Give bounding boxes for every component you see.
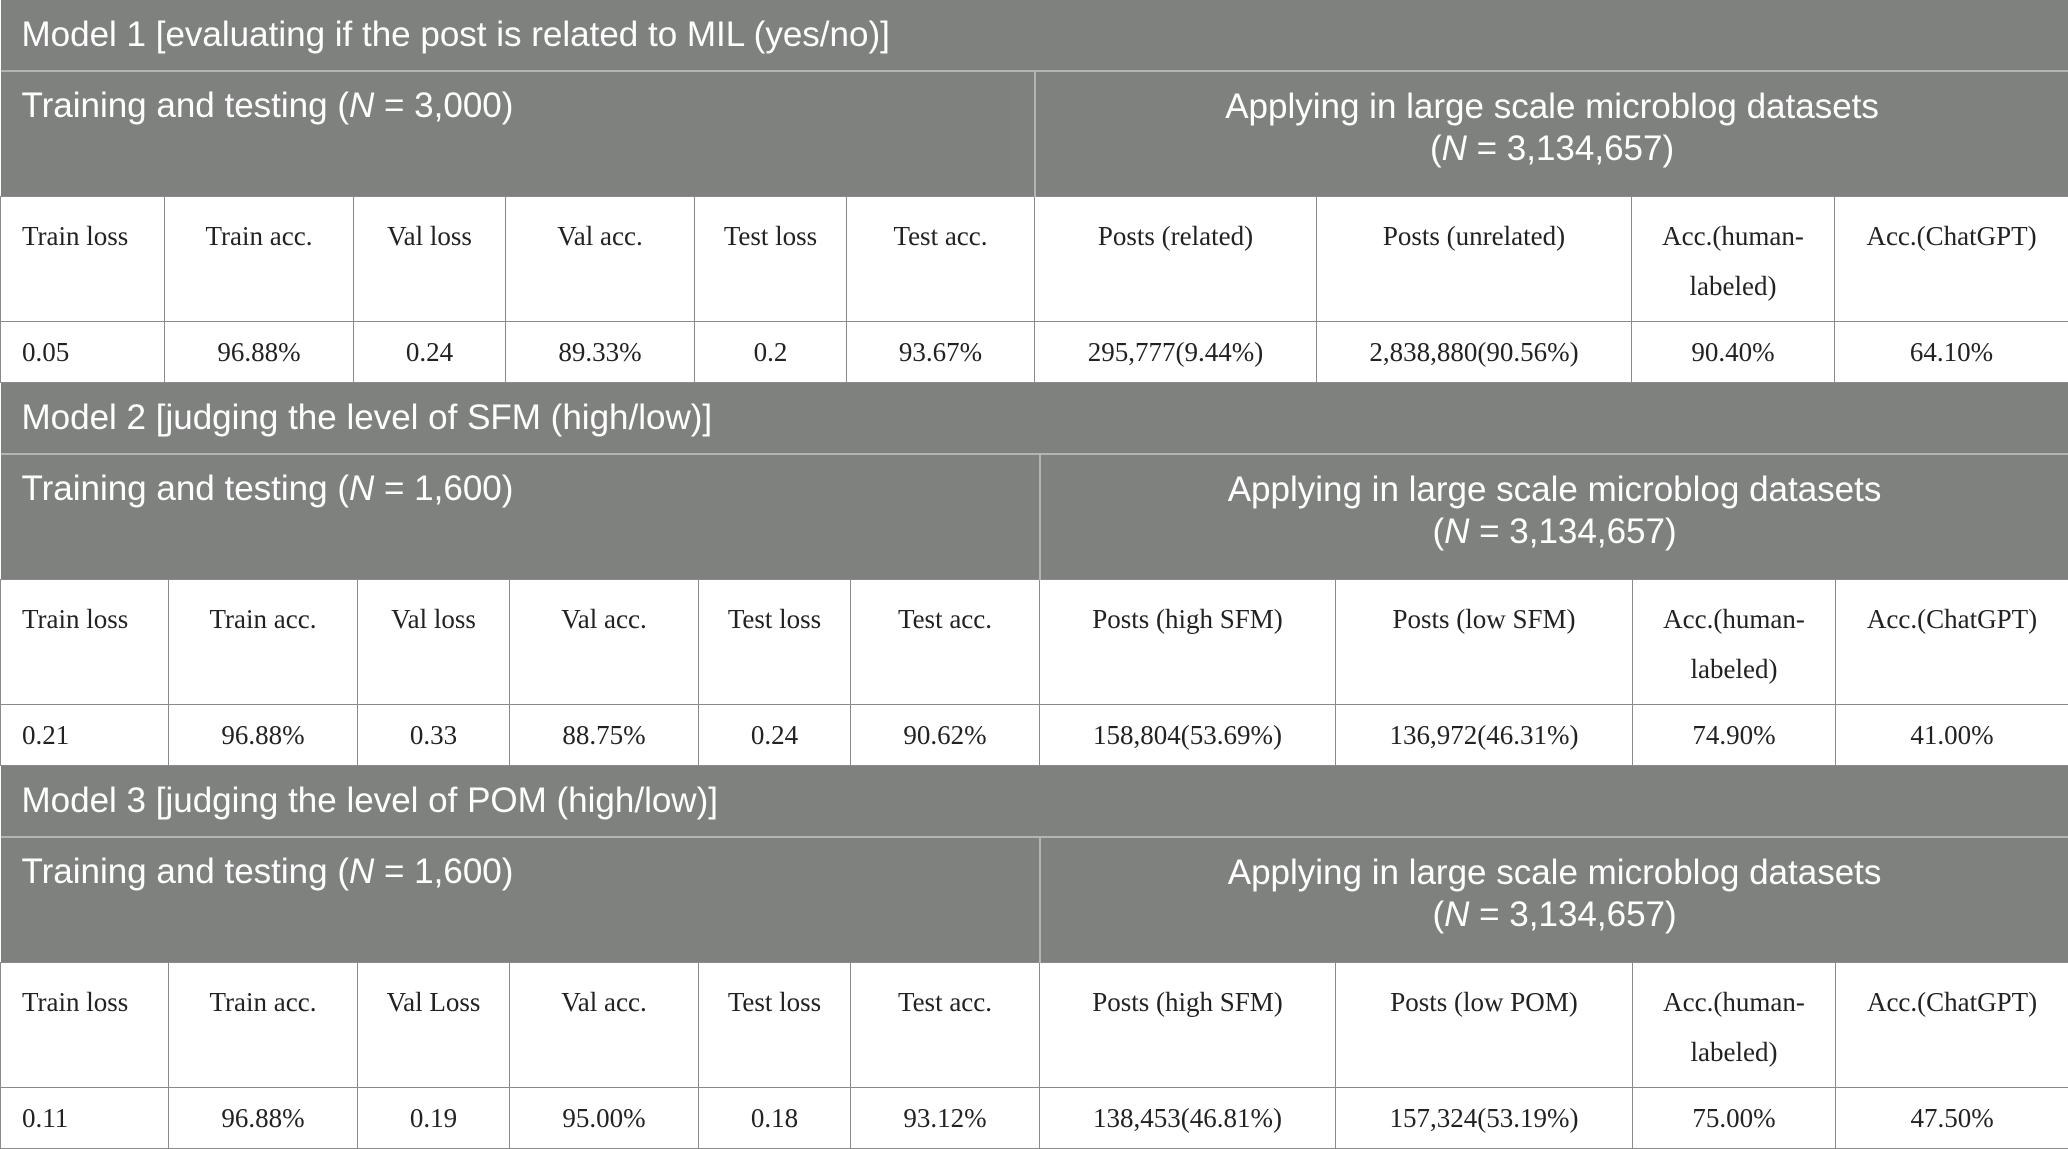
cell-posts-a: 158,804(53.69%)	[1040, 705, 1336, 766]
cell-val-acc: 95.00%	[510, 1088, 699, 1149]
col-posts-a: Posts (high SFM)	[1040, 963, 1336, 1088]
table-row	[1, 705, 2068, 766]
col-posts-a: Posts (related)	[1035, 197, 1317, 322]
col-test-acc: Test acc.	[851, 963, 1040, 1088]
cell-acc-chatgpt: 41.00%	[1836, 705, 2068, 766]
col-val-loss: Val Loss	[358, 963, 510, 1088]
col-train-acc: Train acc.	[165, 197, 354, 322]
col-posts-a: Posts (high SFM)	[1040, 580, 1336, 705]
cell-train-loss: 0.05	[1, 322, 165, 383]
training-section-header: Training and testing (N = 1,600)	[1, 837, 1040, 963]
table-row	[1, 1088, 2068, 1149]
cell-test-acc: 93.67%	[847, 322, 1035, 383]
applying-section-header: Applying in large scale microblog datasets (N = 3,134,657)	[1040, 837, 2068, 963]
col-test-acc: Test acc.	[851, 580, 1040, 705]
col-acc-chatgpt: Acc.(ChatGPT)	[1836, 963, 2068, 1088]
cell-posts-b: 136,972(46.31%)	[1336, 705, 1633, 766]
applying-section-header: Applying in large scale microblog datasets (N = 3,134,657)	[1040, 454, 2068, 580]
cell-test-acc: 93.12%	[851, 1088, 1040, 1149]
col-train-loss: Train loss	[1, 197, 165, 322]
model-title: Model 2 [judging the level of SFM (high/low)]	[1, 383, 2068, 454]
applying-section-header: Applying in large scale microblog datasets (N = 3,134,657)	[1035, 71, 2068, 197]
col-posts-b: Posts (unrelated)	[1317, 197, 1632, 322]
cell-train-acc: 96.88%	[169, 1088, 358, 1149]
cell-train-loss: 0.21	[1, 705, 169, 766]
col-acc-human: Acc.(human-labeled)	[1633, 963, 1836, 1088]
col-acc-human: Acc.(human-labeled)	[1633, 580, 1836, 705]
col-train-acc: Train acc.	[169, 580, 358, 705]
col-test-loss: Test loss	[699, 963, 851, 1088]
model-1-table	[0, 0, 2068, 383]
cell-val-acc: 88.75%	[510, 705, 699, 766]
table-row	[1, 322, 2068, 383]
col-acc-human: Acc.(human-labeled)	[1632, 197, 1835, 322]
column-header-row	[1, 197, 2068, 322]
col-test-loss: Test loss	[699, 580, 851, 705]
cell-acc-chatgpt: 64.10%	[1835, 322, 2068, 383]
col-posts-b: Posts (low SFM)	[1336, 580, 1633, 705]
col-train-loss: Train loss	[1, 963, 169, 1088]
col-train-acc: Train acc.	[169, 963, 358, 1088]
cell-val-loss: 0.24	[354, 322, 506, 383]
cell-test-acc: 90.62%	[851, 705, 1040, 766]
cell-train-acc: 96.88%	[169, 705, 358, 766]
col-val-loss: Val loss	[354, 197, 506, 322]
col-train-loss: Train loss	[1, 580, 169, 705]
col-acc-chatgpt: Acc.(ChatGPT)	[1836, 580, 2068, 705]
col-acc-chatgpt: Acc.(ChatGPT)	[1835, 197, 2068, 322]
training-section-header: Training and testing (N = 1,600)	[1, 454, 1040, 580]
cell-acc-human: 90.40%	[1632, 322, 1835, 383]
cell-posts-b: 2,838,880(90.56%)	[1317, 322, 1632, 383]
cell-val-loss: 0.19	[358, 1088, 510, 1149]
cell-test-loss: 0.24	[699, 705, 851, 766]
cell-train-acc: 96.88%	[165, 322, 354, 383]
model-title: Model 1 [evaluating if the post is related to MIL (yes/no)]	[1, 0, 2068, 71]
cell-acc-chatgpt: 47.50%	[1836, 1088, 2068, 1149]
column-header-row	[1, 580, 2068, 705]
cell-train-loss: 0.11	[1, 1088, 169, 1149]
model-2-table	[0, 383, 2068, 766]
training-section-header: Training and testing (N = 3,000)	[1, 71, 1035, 197]
col-val-loss: Val loss	[358, 580, 510, 705]
col-val-acc: Val acc.	[510, 963, 699, 1088]
cell-test-loss: 0.18	[699, 1088, 851, 1149]
col-val-acc: Val acc.	[506, 197, 695, 322]
col-val-acc: Val acc.	[510, 580, 699, 705]
column-header-row	[1, 963, 2068, 1088]
cell-acc-human: 74.90%	[1633, 705, 1836, 766]
cell-acc-human: 75.00%	[1633, 1088, 1836, 1149]
model-title: Model 3 [judging the level of POM (high/low)]	[1, 766, 2068, 837]
cell-posts-a: 138,453(46.81%)	[1040, 1088, 1336, 1149]
cell-posts-a: 295,777(9.44%)	[1035, 322, 1317, 383]
col-test-loss: Test loss	[695, 197, 847, 322]
cell-val-loss: 0.33	[358, 705, 510, 766]
model-3-table	[0, 766, 2068, 1149]
cell-val-acc: 89.33%	[506, 322, 695, 383]
cell-posts-b: 157,324(53.19%)	[1336, 1088, 1633, 1149]
cell-test-loss: 0.2	[695, 322, 847, 383]
col-posts-b: Posts (low POM)	[1336, 963, 1633, 1088]
col-test-acc: Test acc.	[847, 197, 1035, 322]
